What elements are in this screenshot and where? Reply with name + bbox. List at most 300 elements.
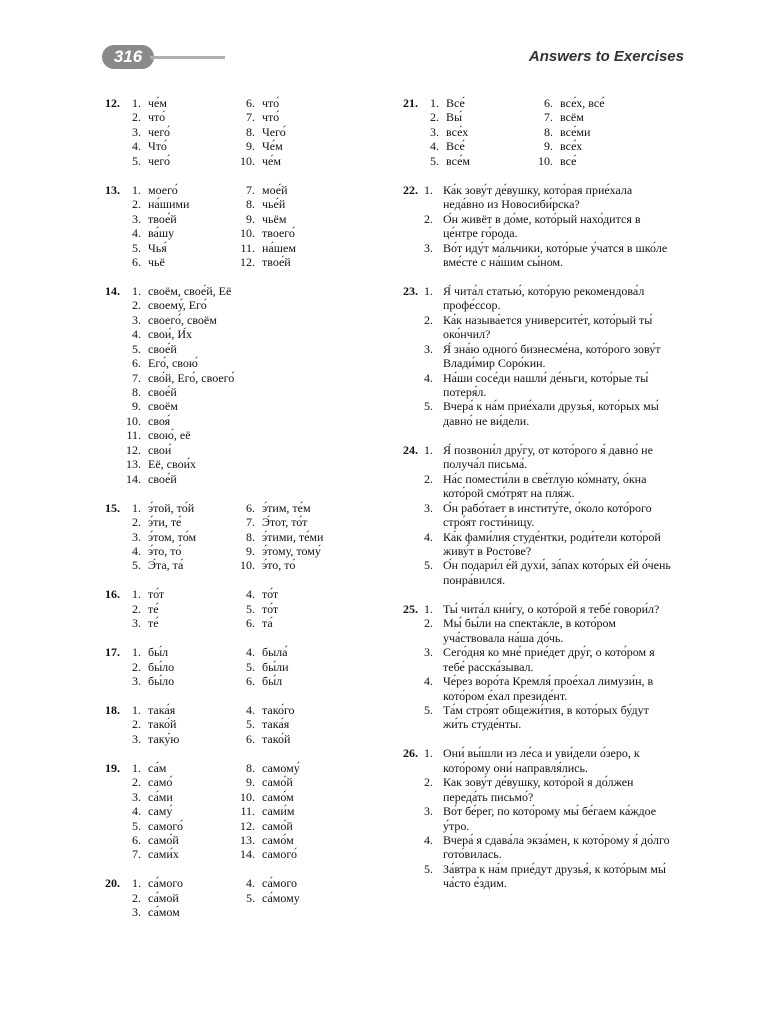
answer-item — [225, 876, 300, 890]
answer-item: 2. Мы́ бы́ли на спекта́кле, в кото́ром уча́ствовала на́ша до́чь. — [443, 616, 696, 645]
item-text: бы́ло — [148, 674, 175, 689]
item-text: самого́ — [262, 847, 298, 862]
item-number: 8. — [246, 197, 255, 212]
answer-item — [225, 761, 300, 775]
item-number: 5. — [246, 601, 255, 616]
item-text: саму́ — [148, 804, 173, 819]
answer-item — [98, 616, 225, 630]
item-number: 5. — [132, 240, 141, 255]
item-text: О́н подари́л е́й духи́, за́пах кото́рых е́й о́чень понра́вился. — [443, 558, 671, 587]
item-number: 1. — [132, 283, 141, 298]
answer-item — [98, 154, 225, 168]
item-text: Её, свои́х — [148, 457, 196, 472]
item-text: свои́, И́х — [148, 327, 192, 342]
answer-item — [225, 804, 300, 818]
item-number: 9. — [246, 139, 255, 154]
item-number: 8. — [544, 124, 553, 139]
item-number: 3. — [132, 312, 141, 327]
item-text: сами́м — [262, 804, 295, 819]
item-text: все́ — [560, 153, 577, 168]
item-number: 10. — [538, 153, 553, 168]
answer-item — [225, 183, 296, 197]
item-text: така́я — [148, 702, 176, 717]
answer-item — [225, 674, 289, 688]
exercise-25 — [396, 602, 696, 732]
answer-item — [225, 775, 300, 789]
item-text: са́мого — [262, 876, 298, 891]
item-text: сами́х — [148, 847, 179, 862]
item-number: 6. — [246, 731, 255, 746]
item-number: 10. — [240, 789, 255, 804]
item-text: та́ — [262, 616, 273, 631]
item-text: своему́, Его́ — [148, 298, 207, 313]
item-number: 3. — [132, 124, 141, 139]
answer-item — [98, 414, 225, 428]
answer-item — [225, 732, 295, 746]
item-text: са́мом — [148, 905, 180, 920]
answer-item — [396, 125, 523, 139]
answer-item: 1. Я́ чита́л статью́, кото́рую рекомендова́л профе́ссор. — [443, 284, 696, 313]
exercise-number: 21. — [403, 96, 418, 110]
answer-item — [98, 558, 225, 572]
exercise-26 — [396, 746, 696, 891]
exercise-21 — [396, 96, 696, 168]
answer-item — [523, 139, 605, 153]
item-number: 3. — [132, 731, 141, 746]
item-number: 4. — [246, 587, 255, 602]
item-number: 2. — [132, 890, 141, 905]
answer-item — [98, 530, 225, 544]
item-number: 5. — [430, 153, 439, 168]
answer-item — [98, 732, 225, 746]
item-number: 8. — [246, 124, 255, 139]
item-text: что́ — [262, 96, 280, 110]
answer-item — [225, 833, 300, 847]
answer-item — [396, 139, 523, 153]
answer-item: 5. За́втра к на́м прие́дут друзья́, к кото́рым мы́ ча́сто е́здим. — [443, 862, 696, 891]
item-text: твое́й — [262, 254, 291, 269]
header-rule — [150, 56, 225, 59]
item-text: Все́ — [446, 139, 465, 154]
item-text: была́ — [262, 645, 288, 660]
item-number: 6. — [246, 500, 255, 515]
item-text: О́н живёт в до́ме, кото́рый нахо́дится в це́нтре го́рода. — [443, 211, 641, 241]
item-text: чего́ — [148, 153, 170, 168]
item-number: 3. — [430, 124, 439, 139]
item-number: 4. — [246, 876, 255, 891]
item-number: 11. — [240, 240, 255, 255]
item-text: что́ — [262, 110, 280, 125]
answer-item: 5. Вчера́ к на́м прие́хали друзья́, кото́рых мы́ давно́ не ви́дели. — [443, 399, 696, 428]
item-number: 1. — [430, 96, 439, 110]
item-number: 4. — [132, 226, 141, 241]
exercise-23 — [396, 284, 696, 429]
answer-item — [523, 110, 605, 124]
item-text: Мы́ бы́ли на спекта́кле, в кото́ром уча́ствовала на́ша до́чь. — [443, 616, 616, 645]
item-number: 3. — [132, 674, 141, 689]
answer-item — [225, 660, 289, 674]
item-text: само́й — [262, 775, 293, 790]
answer-item — [98, 833, 225, 847]
item-text: свои́ — [148, 442, 172, 457]
answer-item: 2. На́с помести́ли в све́тлую ко́мнату, о́кна кото́рой смо́трят на пля́ж. — [443, 472, 696, 501]
item-text: сво́й, Его́, своего́ — [148, 370, 235, 385]
item-text: Вчера́ я сдава́ла экза́мен, к кото́рому я́ до́лго гото́вилась. — [443, 833, 670, 862]
item-number: 10. — [240, 153, 255, 168]
exercise-16 — [98, 587, 388, 630]
answer-item — [225, 212, 296, 226]
answer-item — [225, 255, 296, 269]
item-text: чьём — [262, 211, 287, 226]
answer-item — [98, 428, 225, 442]
item-number: 1. — [132, 876, 141, 891]
item-text: Чего́ — [262, 124, 286, 139]
item-number: 2. — [132, 298, 141, 313]
item-text: бы́л — [148, 645, 169, 660]
item-number: 11. — [240, 804, 255, 819]
exercise-number: 24. — [403, 442, 418, 457]
item-number: 6. — [246, 616, 255, 631]
exercise-18 — [98, 703, 388, 746]
item-number: 2. — [430, 110, 439, 125]
answer-item — [98, 356, 225, 370]
item-text: на́шими — [148, 197, 190, 212]
item-number: 5. — [246, 890, 255, 905]
answer-item — [98, 457, 225, 471]
item-number: 1. — [132, 645, 141, 660]
item-number: 2. — [132, 110, 141, 125]
answer-item: 1. Ка́к зову́т де́вушку, кото́рая прие́хала неда́вно из Новосиби́рска? — [443, 183, 696, 212]
item-number: 13. — [240, 833, 255, 847]
answer-item — [225, 515, 323, 529]
answer-item: 4. Вчера́ я сдава́ла экза́мен, к кото́рому я́ до́лго гото́вилась. — [424, 833, 670, 862]
answer-item — [396, 110, 523, 124]
item-number: 3. — [132, 529, 141, 544]
exercise-number: 14. — [105, 283, 120, 298]
page-number: 316 — [102, 45, 154, 69]
item-number: 9. — [544, 139, 553, 154]
item-text: За́втра к на́м прие́дут друзья́, к кото́рым мы́ ча́сто е́здим. — [443, 861, 666, 891]
item-text: Что́ — [148, 139, 167, 154]
item-text: На́ши сосе́ди нашли́ де́ньги, кото́рые ты́ потеря́л. — [443, 370, 649, 400]
item-number: 6. — [132, 254, 141, 269]
item-text: Чья́ — [148, 240, 167, 255]
answer-item — [98, 891, 225, 905]
answer-item: 3. Я́ зна́ю одного́ бизнесме́на, кото́рого зову́т Влади́мир Соро́кин. — [443, 342, 696, 371]
item-text: своя́ — [148, 413, 171, 428]
item-number: 10. — [240, 226, 255, 241]
item-number: 1. — [132, 500, 141, 515]
item-text: что́ — [148, 110, 166, 125]
exercise-number: 25. — [403, 601, 418, 616]
answer-item — [98, 905, 225, 919]
answer-item: 2. Как зову́т де́вушку, кото́рой я до́лжен переда́ть письмо́? — [443, 775, 696, 804]
answer-item: 3. Во́т бе́рег, по кото́рому мы́ бе́гаем ка́ждое у́тро. — [443, 804, 696, 833]
item-text: свою́, её — [148, 428, 191, 443]
exercise-number: 19. — [105, 760, 120, 775]
answer-item — [98, 139, 225, 153]
item-text: свое́й — [148, 471, 177, 486]
item-number: 5. — [246, 717, 255, 732]
left-column — [98, 96, 388, 934]
item-text: Они́ вы́шли из ле́са и уви́дели о́зеро, к кото́рому они́ направля́лись. — [443, 746, 640, 775]
item-number: 10. — [240, 558, 255, 573]
item-text: Я́ зна́ю одного́ бизнесме́на, кото́рого зову́т Влади́мир Соро́кин. — [443, 341, 661, 371]
answer-item — [98, 775, 225, 789]
answer-item — [98, 298, 225, 312]
item-number: 7. — [132, 847, 141, 862]
item-text: Я́ позвони́л дру́гу, от кото́рого я́ давно́ не получа́л письма́. — [443, 442, 653, 472]
answer-item — [98, 399, 225, 413]
item-text: Ты́ чита́л кни́гу, о кото́рой я тебе́ говори́л? — [443, 601, 660, 616]
answer-item — [396, 154, 523, 168]
item-number: 13. — [126, 457, 141, 472]
item-text: то́т — [262, 601, 279, 616]
answer-item — [98, 212, 225, 226]
item-number: 6. — [246, 674, 255, 689]
item-number: 10. — [126, 413, 141, 428]
item-number: 2. — [132, 601, 141, 616]
exercise-number: 20. — [105, 876, 120, 891]
exercise-17 — [98, 645, 388, 688]
item-text: Вчера́ к на́м прие́хали друзья́, кото́рых мы́ давно́ не ви́дели. — [443, 399, 659, 428]
item-number: 4. — [132, 544, 141, 558]
answer-item — [98, 847, 225, 861]
item-text: то́т — [262, 587, 279, 602]
item-number: 1. — [132, 760, 141, 775]
answer-item — [98, 125, 225, 139]
item-text: бы́л — [262, 674, 283, 689]
item-text: ва́шу — [148, 226, 175, 241]
item-text: все́х — [560, 139, 583, 154]
item-number: 1. — [132, 702, 141, 717]
item-text: все́ми — [560, 124, 591, 139]
item-number: 3. — [132, 616, 141, 631]
item-text: самого́ — [148, 818, 184, 833]
item-number: 8. — [132, 385, 141, 400]
exercise-number: 22. — [403, 182, 418, 197]
answer-item: 4. На́ши сосе́ди нашли́ де́ньги, кото́рые ты́ потеря́л. — [443, 371, 696, 400]
item-number: 2. — [132, 197, 141, 212]
answer-item — [225, 226, 296, 240]
answer-item — [225, 558, 323, 572]
item-number: 4. — [430, 139, 439, 154]
item-number: 12. — [240, 254, 255, 269]
item-text: то́т — [148, 587, 165, 602]
item-number: 14. — [126, 471, 141, 486]
item-text: своего́, своём — [148, 312, 217, 327]
item-text: э́той, то́й — [148, 500, 195, 515]
answer-item — [98, 327, 225, 341]
item-number: 1. — [132, 96, 141, 110]
exercise-12 — [98, 96, 388, 168]
item-text: са́ми — [148, 789, 173, 804]
item-text: все́м — [446, 153, 470, 168]
item-number: 8. — [246, 529, 255, 544]
answer-item — [98, 515, 225, 529]
item-text: Ка́к зову́т де́вушку, кото́рая прие́хала неда́вно из Новосиби́рска? — [443, 182, 633, 212]
item-number: 8. — [246, 760, 255, 775]
answer-item — [225, 717, 295, 731]
item-number: 6. — [132, 356, 141, 371]
exercise-22 — [396, 183, 696, 270]
answer-item — [98, 819, 225, 833]
answer-item — [225, 241, 296, 255]
item-number: 5. — [132, 818, 141, 833]
item-text: э́тим, те́м — [262, 500, 311, 515]
item-text: Че́рез воро́та Кремля́ прое́хал лимузи́н, в кото́ром е́хал президе́нт. — [443, 674, 654, 703]
answer-item — [98, 197, 225, 211]
item-text: твоего́ — [262, 226, 295, 241]
item-number: 6. — [246, 96, 255, 110]
answer-item — [225, 819, 300, 833]
item-text: Во́т иду́т ма́льчики, кото́рые у́чатся в шко́ле вме́сте с на́шим сы́ном. — [443, 240, 668, 269]
answer-item — [98, 804, 225, 818]
item-text: э́тому, тому́ — [262, 544, 321, 558]
answer-item — [225, 587, 278, 601]
item-number: 5. — [132, 341, 141, 356]
item-text: Ка́к называ́ется университе́т, кото́рый ты́ око́нчил? — [443, 312, 653, 342]
item-text: На́с помести́ли в све́тлую ко́мнату, о́кна кото́рой смо́трят на пля́ж. — [443, 471, 647, 501]
item-number: 7. — [246, 182, 255, 197]
item-text: Вы́ — [446, 110, 463, 125]
item-text: те́ — [148, 601, 159, 616]
exercise-24 — [396, 443, 696, 588]
item-text: са́мой — [148, 890, 179, 905]
answer-item — [225, 602, 278, 616]
item-text: Та́м стро́ят общежи́тия, в кото́рых бу́дут жи́ть студе́нты. — [443, 702, 649, 732]
exercise-20 — [98, 876, 388, 919]
item-text: само́й — [148, 833, 179, 847]
item-text: самому́ — [262, 760, 300, 775]
exercise-number: 16. — [105, 587, 120, 602]
item-text: все́х — [446, 124, 469, 139]
item-number: 7. — [246, 110, 255, 125]
exercise-14 — [98, 284, 388, 486]
item-text: все́х, все́ — [560, 96, 605, 110]
answer-item — [98, 342, 225, 356]
exercise-number: 15. — [105, 500, 120, 515]
right-column — [396, 96, 696, 905]
section-title: Answers to Exercises — [528, 48, 684, 65]
answer-item: 4. Ка́к фами́лия студе́нтки, роди́тели кото́рой живу́т в Росто́ве? — [443, 530, 696, 559]
item-number: 9. — [246, 775, 255, 790]
answer-item — [98, 110, 225, 124]
item-text: э́тими, те́ми — [262, 529, 324, 544]
item-text: Во́т бе́рег, по кото́рому мы́ бе́гаем ка́ждое у́тро. — [443, 804, 657, 833]
exercise-number: 26. — [403, 746, 418, 761]
item-text: са́мому — [262, 890, 300, 905]
answer-item — [98, 385, 225, 399]
exercise-number: 17. — [105, 645, 120, 660]
item-text: чье́й — [262, 197, 286, 212]
answer-item: 1. Они́ вы́шли из ле́са и уви́дели о́зеро, к кото́рому они́ направля́лись. — [443, 746, 696, 775]
item-text: така́я — [262, 717, 290, 732]
answer-item: 1. Я́ позвони́л дру́гу, от кото́рого я́ давно́ не получа́л письма́. — [443, 443, 696, 472]
item-text: э́то, то́ — [148, 544, 182, 558]
answer-item: 5. О́н подари́л е́й духи́, за́пах кото́рых е́й о́чень понра́вился. — [424, 558, 671, 587]
item-text: моего́ — [148, 182, 178, 197]
exercise-number: 23. — [403, 283, 418, 298]
answer-item: 4. Че́рез воро́та Кремля́ прое́хал лимузи́н, в кото́ром е́хал президе́нт. — [443, 674, 696, 703]
item-text: са́м — [148, 760, 167, 775]
item-text: чьё — [148, 254, 165, 269]
item-number: 1. — [132, 182, 141, 197]
item-number: 2. — [132, 717, 141, 732]
answer-item — [98, 544, 225, 558]
answer-item: 5. Та́м стро́ят общежи́тия, в кото́рых бу́дут жи́ть студе́нты. — [443, 703, 696, 732]
answer-item — [98, 226, 225, 240]
item-number: 3. — [132, 789, 141, 804]
item-number: 7. — [132, 370, 141, 385]
exercise-number: 13. — [105, 182, 120, 197]
item-text: са́мого — [148, 876, 184, 891]
answer-item — [98, 443, 225, 457]
item-number: 6. — [544, 96, 553, 110]
item-text: само́ — [148, 775, 173, 790]
item-number: 11. — [126, 428, 141, 443]
item-number: 9. — [132, 399, 141, 414]
item-number: 12. — [240, 818, 255, 833]
item-number: 7. — [544, 110, 553, 125]
answer-item — [225, 110, 286, 124]
item-text: своём, свое́й, Её — [148, 283, 232, 298]
item-text: на́шем — [262, 240, 296, 255]
answer-item — [98, 790, 225, 804]
answer-item — [98, 660, 225, 674]
answer-item — [225, 154, 286, 168]
item-text: тако́го — [262, 702, 295, 717]
item-number: 9. — [246, 211, 255, 226]
item-text: свое́й — [148, 341, 177, 356]
answer-item — [98, 472, 225, 486]
item-text: Все́ — [446, 96, 465, 110]
item-text: таку́ю — [148, 731, 180, 746]
answer-item: 3. Сего́дня ко мне́ прие́дет дру́г, о кото́ром я тебе́ расска́зывал. — [443, 645, 696, 674]
item-text: че́м — [262, 153, 281, 168]
item-text: э́ти, те́ — [148, 515, 182, 530]
item-text: Сего́дня ко мне́ прие́дет дру́г, о кото́ром я тебе́ расска́зывал. — [443, 645, 655, 674]
item-number: 4. — [132, 804, 141, 819]
item-text: мое́й — [262, 182, 288, 197]
answer-item: 3. Во́т иду́т ма́льчики, кото́рые у́чатся в шко́ле вме́сте с на́шим сы́ном. — [443, 241, 696, 270]
answer-item — [225, 530, 323, 544]
item-text: э́то, то́ — [262, 558, 296, 573]
item-text: само́м — [262, 833, 294, 847]
item-number: 3. — [132, 211, 141, 226]
item-text: тако́й — [148, 717, 177, 732]
answer-item: 2. Ка́к называ́ется университе́т, кото́рый ты́ око́нчил? — [443, 313, 696, 342]
answer-item: 2. О́н живёт в до́ме, кото́рый нахо́дится в це́нтре го́рода. — [443, 212, 696, 241]
item-text: че́м — [148, 96, 167, 110]
item-text: Как зову́т де́вушку, кото́рой я до́лжен переда́ть письмо́? — [443, 775, 634, 804]
exercise-number: 18. — [105, 702, 120, 717]
item-text: бы́ли — [262, 659, 289, 674]
item-number: 2. — [132, 775, 141, 790]
answer-item — [225, 96, 286, 110]
item-number: 3. — [132, 905, 141, 920]
item-text: само́й — [262, 818, 293, 833]
answer-item — [225, 645, 289, 659]
answer-item — [98, 717, 225, 731]
item-number: 5. — [132, 558, 141, 573]
item-text: О́н рабо́тает в институ́те, о́коло кото́рого стро́ят гости́ницу. — [443, 500, 652, 530]
item-text: чего́ — [148, 124, 170, 139]
item-text: э́том, то́м — [148, 529, 197, 544]
answer-item — [523, 125, 605, 139]
item-number: 5. — [246, 659, 255, 674]
item-text: своём — [148, 399, 178, 414]
